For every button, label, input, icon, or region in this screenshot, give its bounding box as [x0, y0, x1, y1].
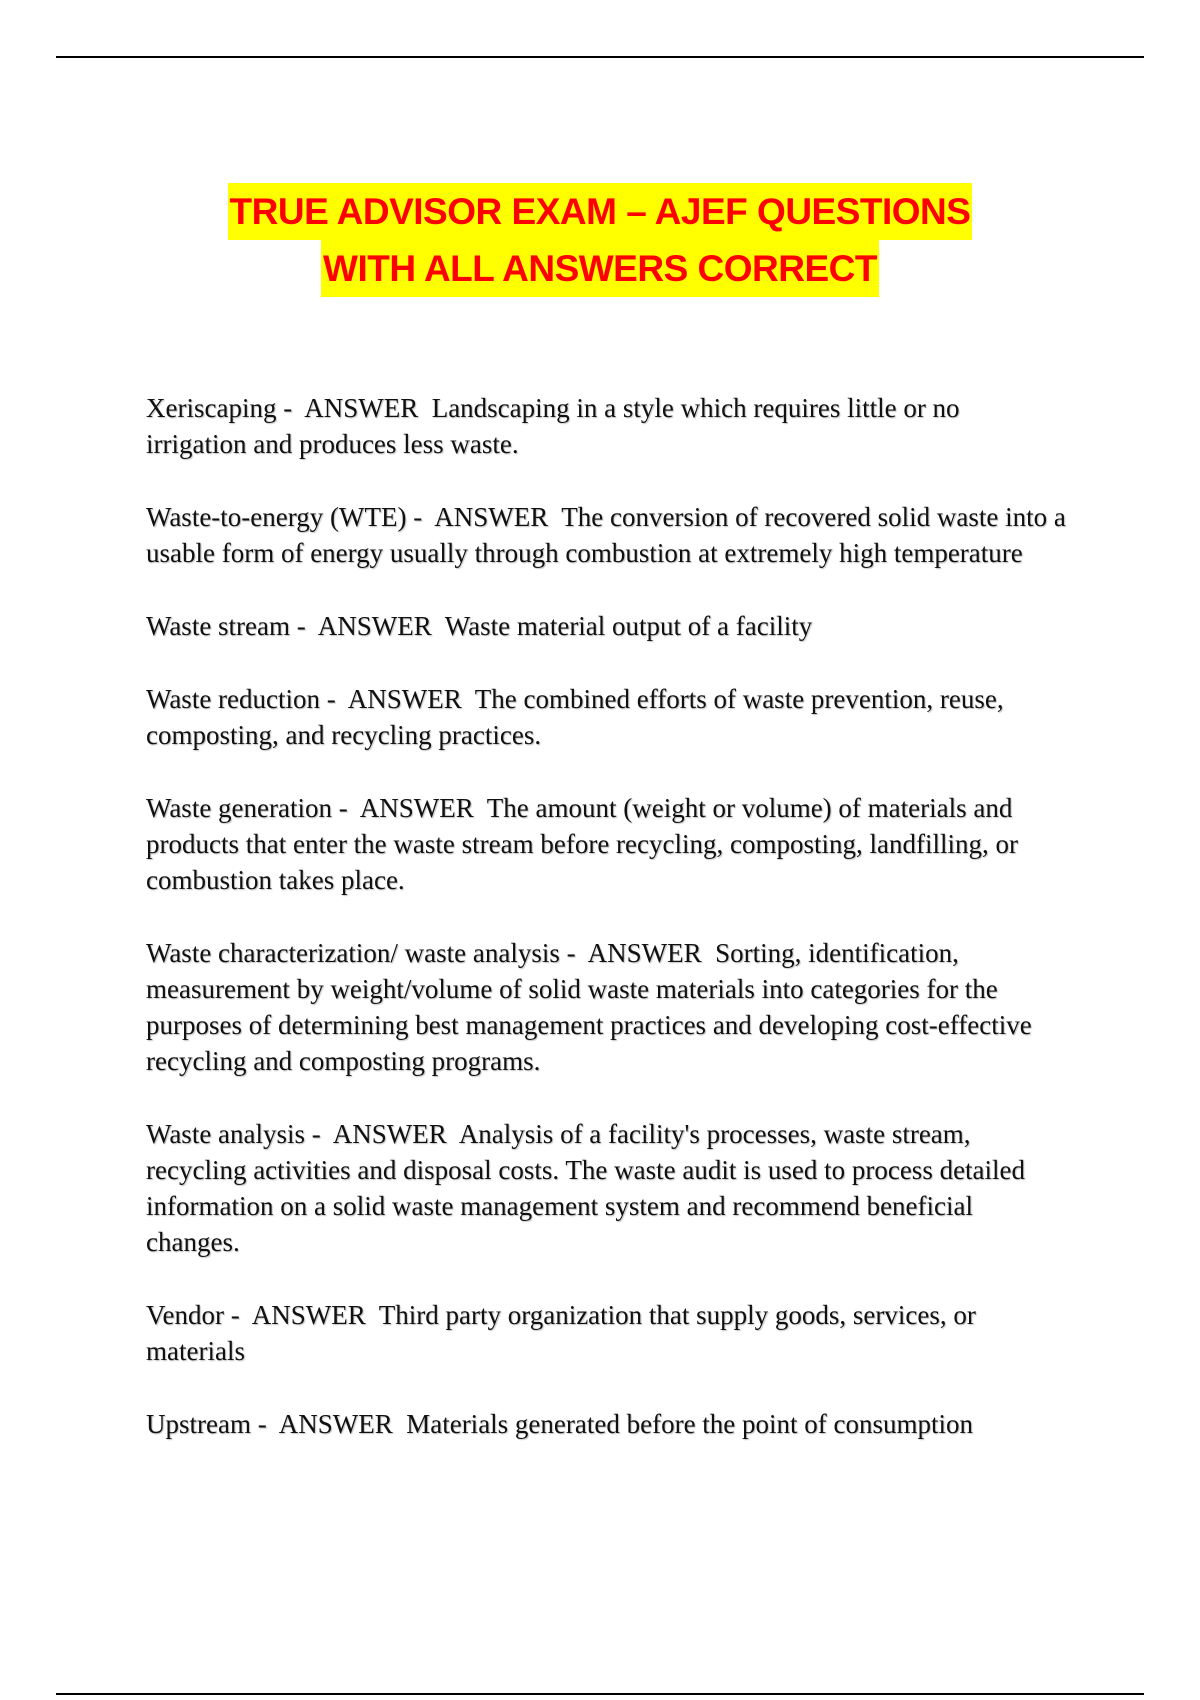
qa-entry [146, 1297, 1066, 1369]
qa-term: Waste-to-energy (WTE) [146, 502, 407, 532]
document-title [0, 183, 1200, 297]
qa-definition: Sorting, identification, measurement by weight/volume of solid waste materials into categories for the purposes of determining best management practices and developing cost-effective recycling and composting programs. [146, 938, 1032, 1076]
answer-separator: - ANSWER [559, 938, 716, 968]
answer-separator: - ANSWER [332, 793, 487, 823]
answer-separator: - ANSWER [406, 502, 562, 532]
qa-entry [146, 1406, 1066, 1442]
title-line-2: WITH ALL ANSWERS CORRECT [321, 240, 879, 297]
qa-definition: The combined efforts of waste prevention, reuse, composting, and recycling practices. [146, 684, 1004, 750]
title-line-1: TRUE ADVISOR EXAM – AJEF QUESTIONS [228, 183, 973, 240]
qa-entry [146, 608, 1066, 644]
qa-term: Xeriscaping [146, 393, 277, 423]
qa-definition: Analysis of a facility's processes, waste stream, recycling activities and disposal costs. The waste audit is used to process detailed information on a solid waste management system and recommend beneficial changes. [146, 1119, 1026, 1257]
answer-separator: - ANSWER [276, 393, 432, 423]
qa-definition: Landscaping in a style which requires little or no irrigation and produces less waste. [146, 393, 960, 459]
qa-term: Waste reduction [146, 684, 321, 714]
qa-term: Waste stream [146, 611, 291, 641]
bottom-rule [56, 1693, 1144, 1695]
qa-definition: The conversion of recovered solid waste into a usable form of energy usually through combustion at extremely high temperature [146, 502, 1066, 568]
answer-separator: - ANSWER [250, 1409, 407, 1439]
qa-term: Vendor [146, 1300, 224, 1330]
qa-definition: Materials generated before the point of consumption [406, 1409, 974, 1439]
qa-entry [146, 681, 1066, 753]
answer-separator: - ANSWER [290, 611, 445, 641]
qa-definition: Third party organization that supply goods, services, or materials [146, 1300, 976, 1366]
qa-entry [146, 790, 1066, 898]
answer-separator: - ANSWER [320, 684, 475, 714]
qa-term: Upstream [146, 1409, 251, 1439]
qa-definition: The amount (weight or volume) of materials and products that enter the waste stream before recycling, composting, landfilling, or combustion takes place. [146, 793, 1018, 895]
answer-separator: - ANSWER [223, 1300, 379, 1330]
qa-term: Waste analysis [146, 1119, 306, 1149]
qa-list [146, 390, 1066, 1479]
qa-entry [146, 499, 1066, 571]
qa-entry [146, 1116, 1066, 1260]
top-rule [56, 56, 1144, 58]
qa-term: Waste characterization/ waste analysis [146, 938, 560, 968]
qa-term: Waste generation [146, 793, 332, 823]
answer-separator: - ANSWER [305, 1119, 459, 1149]
qa-entry [146, 935, 1066, 1079]
qa-entry [146, 390, 1066, 462]
qa-definition: Waste material output of a facility [444, 611, 813, 641]
